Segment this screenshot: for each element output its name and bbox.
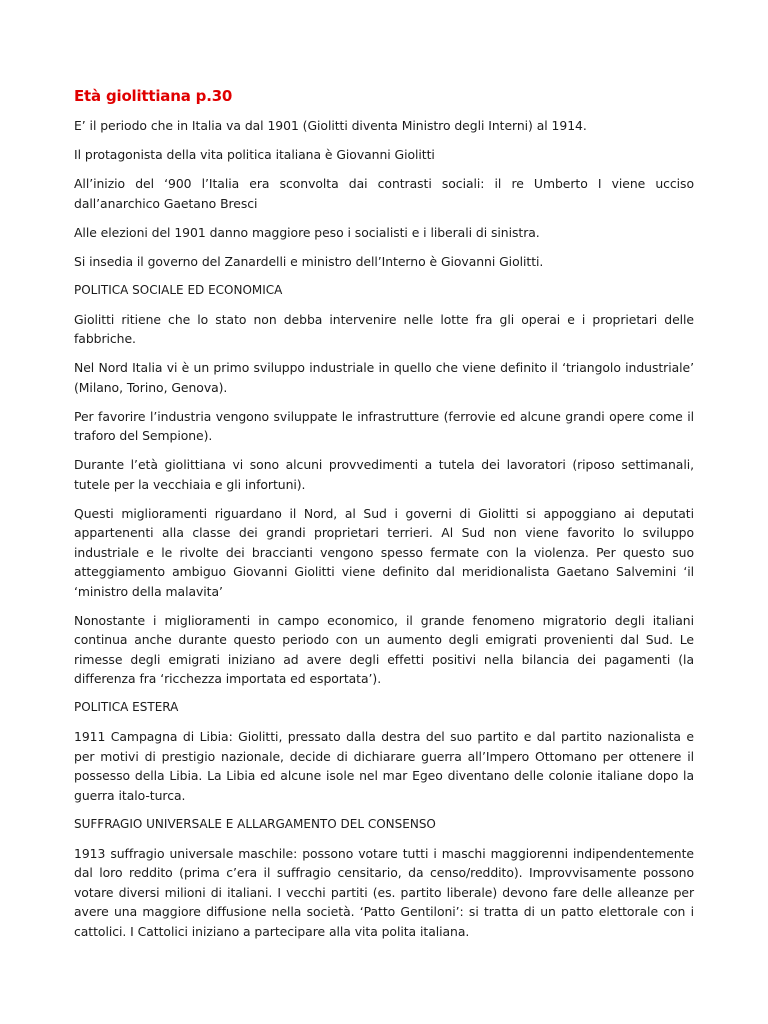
paragraph-suffrage-1913: 1913 suffragio universale maschile: possono votare tutti i maschi maggiorenni indipendentemente dal loro reddito (prima c’era il suffragio censitario, da censo/reddito). Improvvisamente possono votare diversi milioni di italiani. I vecchi partiti (es. partito liberale) devono fare delle alleanze per avere una maggiore diffusione nella società. ‘Patto Gentiloni’: si tratta di un patto elettorale con i cattolici. I Cattolici iniziano a partecipare alla vita polita italiana. bbox=[74, 845, 694, 939]
paragraph-worker-protection: Durante l’età giolittiana vi sono alcuni provvedimenti a tutela dei lavoratori (riposo settimanali, tutele per la vecchiaia e gli infortuni). bbox=[74, 457, 694, 492]
section-heading-universal-suffrage: SUFFRAGIO UNIVERSALE E ALLARGAMENTO DEL CONSENSO bbox=[74, 816, 436, 831]
paragraph-infrastructure: Per favorire l’industria vengono sviluppate le infrastrutture (ferrovie ed alcune grandi opere come il traforo del Sempione). bbox=[74, 408, 694, 443]
paragraph-social-contrasts: All’inizio del ‘900 l’Italia era sconvolta dai contrasti sociali: il re Umberto I viene ucciso dall’anarchico Gaetano Bresci bbox=[74, 176, 694, 211]
paragraph-libya-campaign: 1911 Campagna di Libia: Giolitti, pressato dalla destra del suo partito e dal partito nazionalista e per motivi di prestigio nazionale, decide di dichiarare guerra all’Impero Ottomano per ottenere il possesso della Libia. La Libia ed alcune isole nel mar Egeo diventano delle colonie italiane dopo la guerra italo-turca. bbox=[74, 729, 694, 803]
document-page bbox=[74, 86, 694, 951]
paragraph-industrial-triangle: Nel Nord Italia vi è un primo sviluppo industriale in quello che viene definito il ‘triangolo industriale’ (Milano, Torino, Genova). bbox=[74, 360, 694, 395]
paragraph-south-policy: Questi miglioramenti riguardano il Nord, al Sud i governi di Giolitti si appoggiano ai deputati appartenenti alla classe dei grandi proprietari terrieri. Al Sud non viene favorito lo sviluppo industriale e le rivolte dei braccianti vengono spesso fermate con la violenza. Per questo suo atteggiamento ambiguo Giovanni Giolitti viene definito dal meridionalista Gaetano Salvemini ‘il ‘ministro della malavita’ bbox=[74, 505, 694, 599]
paragraph-state-neutrality: Giolitti ritiene che lo stato non debba intervenire nelle lotte fra gli operai e i proprietari delle fabbriche. bbox=[74, 311, 694, 346]
paragraph-protagonist: Il protagonista della vita politica italiana è Giovanni Giolitti bbox=[74, 147, 435, 162]
paragraph-zanardelli-government: Si insedia il governo del Zanardelli e ministro dell’Interno è Giovanni Giolitti. bbox=[74, 253, 544, 269]
document-title: Età giolittiana p.30 bbox=[74, 87, 233, 105]
paragraph-elections-1901: Alle elezioni del 1901 danno maggiore peso i socialisti e i liberali di sinistra. bbox=[74, 224, 540, 240]
paragraph-emigration: Nonostante i miglioramenti in campo economico, il grande fenomeno migratorio degli italiani continua anche durante questo periodo con un aumento degli emigrati provenienti dal Sud. Le rimesse degli emigrati iniziano ad avere degli effetti positivi nella bilancia dei pagamenti (la differenza fra ‘ricchezza importata ed esportata’). bbox=[74, 612, 694, 686]
section-heading-foreign-policy: POLITICA ESTERA bbox=[74, 700, 179, 714]
paragraph-period: E’ il periodo che in Italia va dal 1901 (Giolitti diventa Ministro degli Interni) al 1914. bbox=[74, 118, 587, 133]
section-heading-social-economic: POLITICA SOCIALE ED ECONOMICA bbox=[74, 282, 283, 297]
